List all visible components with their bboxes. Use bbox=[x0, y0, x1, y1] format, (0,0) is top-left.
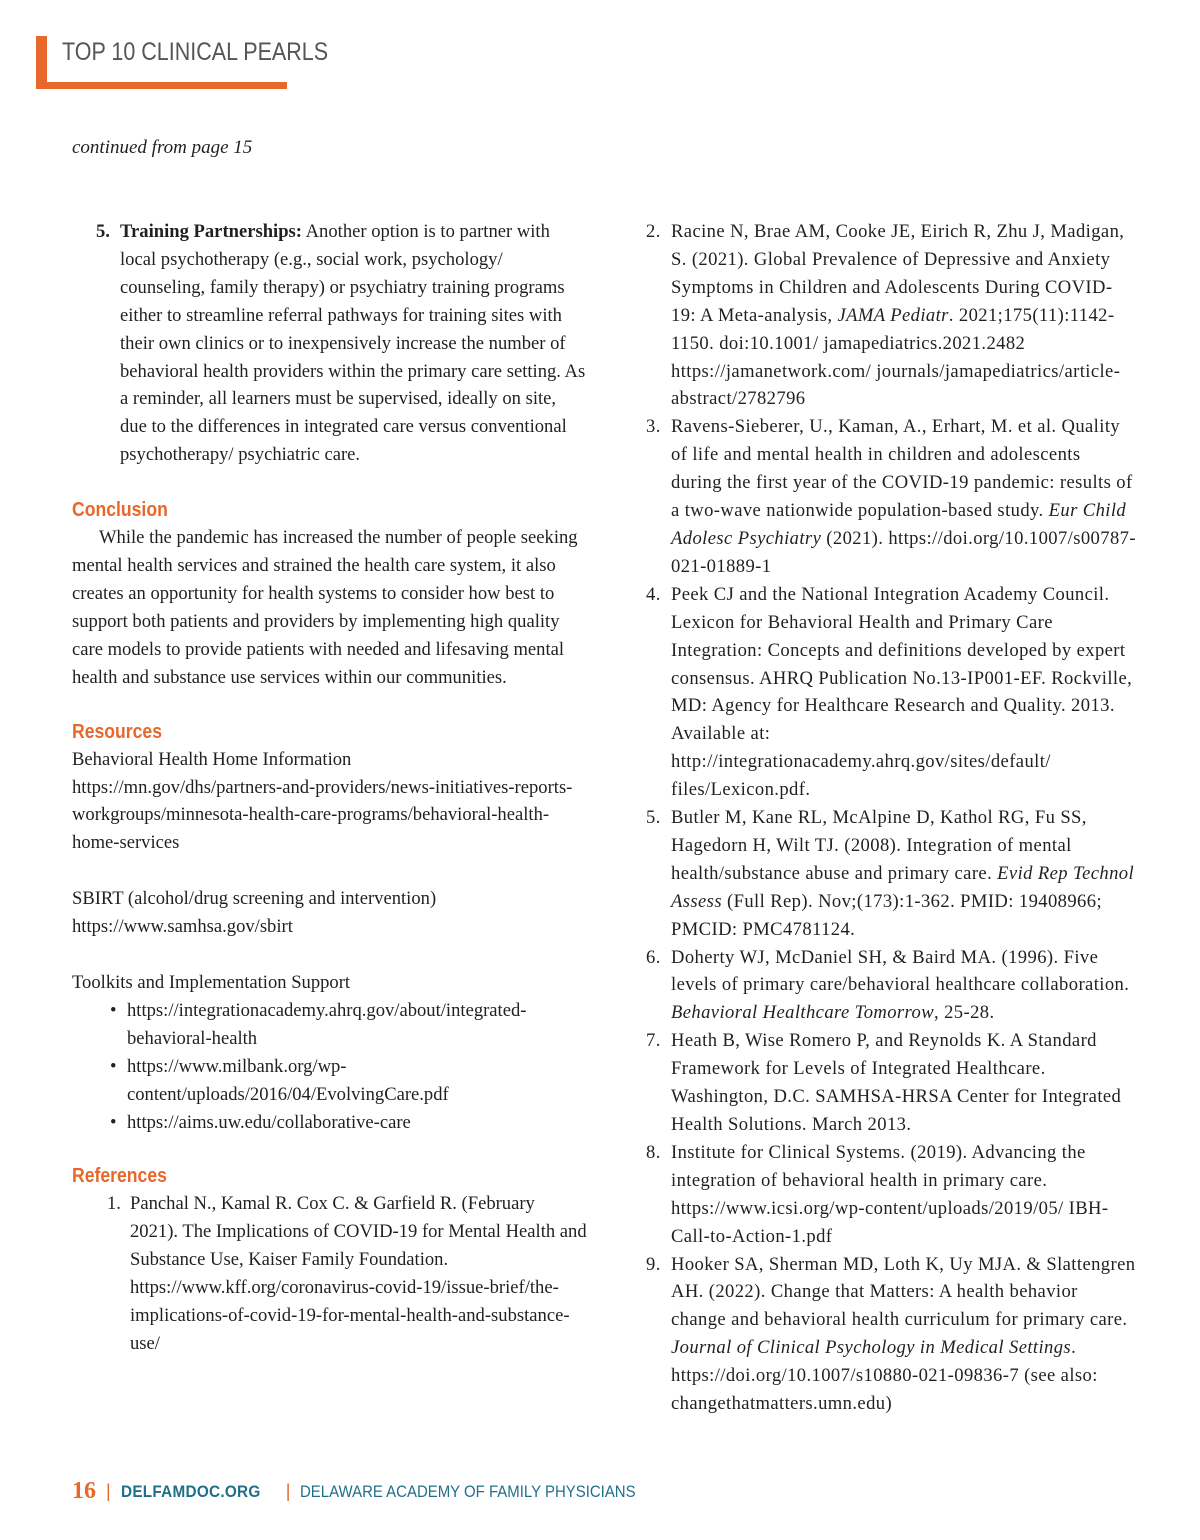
reference-text: . 2021;175(11):1142-1150. doi:10.1001/ jamapediatrics.2021.2482 https://jamanetwork.com/ journals/jamapediatrics/article-abstract/2782796 bbox=[671, 304, 1121, 410]
resource-sbirt-link[interactable]: https://www.samhsa.gov/sbirt bbox=[72, 916, 293, 938]
reference-journal: Evid Rep Technol Assess bbox=[671, 862, 1135, 912]
reference-text: (2021). https://doi.org/10.1007/s00787-021-01889-1 bbox=[671, 527, 1136, 577]
page-number: 16 bbox=[72, 1478, 96, 1504]
reference-item bbox=[646, 413, 1136, 580]
resource-bhh-title: Behavioral Health Home Information bbox=[72, 748, 352, 770]
bullet-icon: • bbox=[110, 1055, 117, 1077]
reference-item bbox=[72, 1190, 587, 1357]
reference-text: (Full Rep). Nov;(173):1-362. PMID: 19408966; PMCID: PMC4781124. bbox=[671, 890, 1103, 940]
continued-note: continued from page 15 bbox=[72, 137, 253, 158]
reference-text: Butler M, Kane RL, McAlpine D, Kathol RG, Fu SS, Hagedorn H, Wilt TJ. (2008). Integration of mental health/substance abuse and primary care. bbox=[671, 807, 1087, 884]
reference-number: 8. bbox=[646, 1141, 661, 1163]
reference-journal: Eur Child Adolesc Psychiatry bbox=[671, 500, 1127, 549]
reference-number: 2. bbox=[646, 221, 661, 242]
footer-separator: | bbox=[106, 1481, 111, 1501]
list-item bbox=[72, 1053, 587, 1109]
references-list-right bbox=[646, 218, 1136, 1418]
page-footer bbox=[72, 1478, 682, 1505]
reference-number: 7. bbox=[646, 1030, 661, 1052]
toolkit-link[interactable]: https://www.milbank.org/wp-content/uploads/2016/04/EvolvingCare.pdf bbox=[127, 1055, 449, 1105]
reference-item bbox=[646, 581, 1136, 804]
reference-text: Institute for Clinical Systems. (2019). Advancing the integration of behavioral health in primary care. https://www.icsi.org/wp-content/uploads/2019/05/ IBH-Call-to-Action-1.pdf bbox=[671, 1141, 1109, 1247]
reference-text: Peek CJ and the National Integration Academy Council. Lexicon for Behavioral Health and Primary Care Integration: Concepts and definitions developed by expert consensus. AHRQ Publication No.13-IP001-EF. Rockville, MD: Agency for Healthcare Research and Quality. 2013. Available at: http://integrationacademy.ahrq.gov/sites/default/ files/Lexicon.pdf. bbox=[671, 583, 1133, 801]
conclusion-heading: Conclusion bbox=[72, 499, 168, 522]
references-list-left bbox=[72, 1190, 587, 1357]
left-column bbox=[72, 218, 587, 1358]
list-item-training-partnerships bbox=[72, 218, 587, 469]
reference-text: Hooker SA, Sherman MD, Loth K, Uy MJA. & Slattengren AH. (2022). Change that Matters: A health behavior change and behavioral health curriculum for primary care. bbox=[671, 1253, 1136, 1331]
reference-item bbox=[646, 218, 1136, 413]
reference-number: 9. bbox=[646, 1253, 661, 1275]
reference-text: Doherty WJ, McDaniel SH, & Baird MA. (1996). Five levels of primary care/behavioral healthcare collaboration. bbox=[671, 946, 1130, 996]
reference-number: 5. bbox=[646, 807, 661, 829]
footer-site-link[interactable]: DELFAMDOC.ORG bbox=[120, 1481, 261, 1501]
reference-number: 1. bbox=[107, 1193, 121, 1215]
resource-sbirt-title: SBIRT (alcohol/drug screening and intervention) bbox=[72, 888, 437, 910]
reference-item bbox=[646, 1251, 1136, 1418]
item-label: Training Partnerships: bbox=[120, 221, 302, 242]
toolkits-list bbox=[72, 997, 587, 1137]
footer-org-name: DELAWARE ACADEMY OF FAMILY PHYSICIANS bbox=[300, 1481, 636, 1501]
reference-text: . https://doi.org/10.1007/s10880-021-09836-7 (see also: changethatmatters.umn.edu) bbox=[671, 1337, 1098, 1415]
section-title: TOP 10 CLINICAL PEARLS bbox=[62, 38, 329, 66]
reference-number: 6. bbox=[646, 946, 661, 968]
right-column bbox=[646, 218, 1136, 1418]
reference-text: Racine N, Brae AM, Cooke JE, Eirich R, Zhu J, Madigan, S. (2021). Global Prevalence of Depressive and Anxiety Symptoms in Children and Adolescents During COVID-19: A Meta-analysis, bbox=[671, 221, 1125, 326]
footer-separator: | bbox=[285, 1481, 291, 1501]
resource-bhh-link[interactable]: https://mn.gov/dhs/partners-and-providers/news-initiatives-reports-workgroups/minnesota-health-care-programs/behavioral-health-home-services bbox=[72, 776, 573, 854]
reference-number: 3. bbox=[646, 416, 661, 438]
reference-number: 4. bbox=[646, 583, 661, 605]
bullet-icon: • bbox=[110, 1111, 117, 1133]
resource-toolkits-title: Toolkits and Implementation Support bbox=[72, 972, 351, 994]
bullet-icon: • bbox=[110, 999, 117, 1021]
reference-journal: Journal of Clinical Psychology in Medical Settings bbox=[671, 1337, 1072, 1359]
resources-heading: Resources bbox=[72, 720, 163, 743]
conclusion-text: While the pandemic has increased the number of people seeking mental health services and strained the health care system, it also creates an opportunity for health systems to consider how best to support both patients and providers by implementing high quality care models to provide patients with needed and lifesaving mental health and substance use services within our communities. bbox=[72, 527, 578, 688]
reference-text: Ravens-Sieberer, U., Kaman, A., Erhart, M. et al. Quality of life and mental health in children and adolescents during the first year of the COVID-19 pandemic: results of a two-wave nationwide population-based study. bbox=[671, 416, 1133, 522]
reference-text: , 25-28. bbox=[934, 1002, 995, 1024]
references-heading: References bbox=[72, 1165, 167, 1188]
reference-item bbox=[646, 804, 1136, 944]
toolkit-link[interactable]: https://integrationacademy.ahrq.gov/about/integrated-behavioral-health bbox=[127, 999, 527, 1049]
reference-journal: Behavioral Healthcare Tomorrow bbox=[671, 1002, 935, 1024]
reference-item bbox=[646, 1139, 1136, 1251]
item-number: 5. bbox=[96, 221, 110, 242]
reference-text: Heath B, Wise Romero P, and Reynolds K. A Standard Framework for Levels of Integrated Healthcare. Washington, D.C. SAMHSA-HRSA Center for Integrated Health Solutions. March 2013. bbox=[671, 1030, 1122, 1135]
reference-text: Panchal N., Kamal R. Cox C. & Garfield R. (February 2021). The Implications of COVID-19 for Mental Health and Substance Use, Kaiser Family Foundation. https://www.kff.org/coronavirus-covid-19/issue-brief/the-implications-of-covid-19-for-mental-health-and-substance-use/ bbox=[130, 1193, 587, 1354]
list-item bbox=[72, 1109, 587, 1137]
reference-item bbox=[646, 944, 1136, 1028]
reference-item bbox=[646, 1027, 1136, 1139]
item-text: Another option is to partner with local psychotherapy (e.g., social work, psychology/ counseling, family therapy) or psychiatry training programs either to streamline referral pathways for training sites with their own clinics or to inexpensively increase the number of behavioral health providers within the primary care setting. As a reminder, all learners must be supervised, ideally on site, due to the differences in integrated care versus conventional psychotherapy/ psychiatric care. bbox=[120, 221, 586, 466]
list-item bbox=[72, 997, 587, 1053]
toolkit-link[interactable]: https://aims.uw.edu/collaborative-care bbox=[127, 1111, 411, 1133]
header-underline bbox=[36, 82, 287, 89]
reference-journal: JAMA Pediatr bbox=[837, 304, 949, 326]
